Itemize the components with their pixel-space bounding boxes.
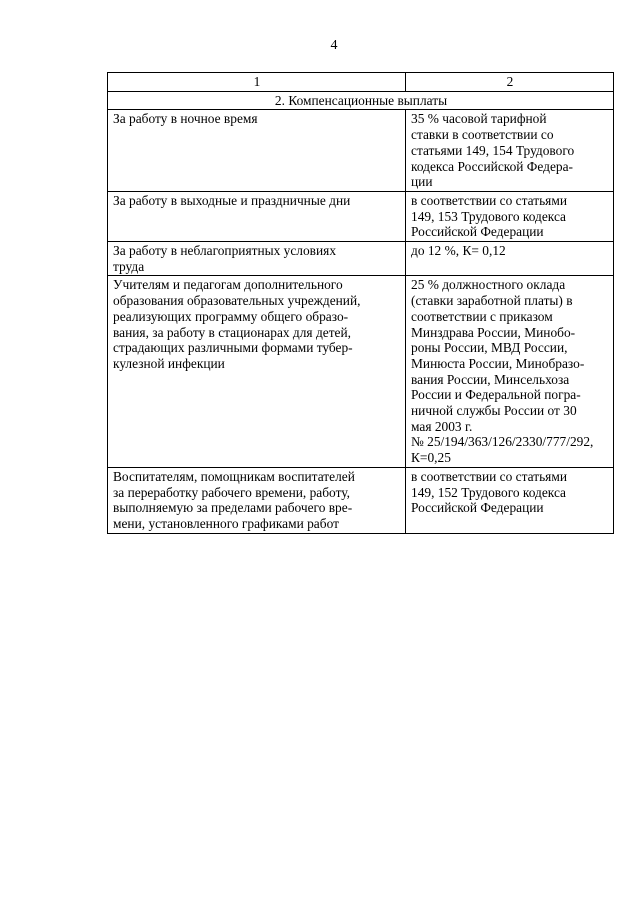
- column-header-2: 2: [406, 73, 614, 92]
- condition-cell: [108, 191, 406, 241]
- table-row: [108, 191, 614, 241]
- table-header-row: [108, 73, 614, 92]
- payment-text: 35 % часовой тарифной ставки в соответствии со статьями 149, 154 Трудового кодекса Российской Федера- ции: [411, 111, 575, 190]
- payment-text: в соответствии со статьями 149, 152 Трудового кодекса Российской Федерации: [411, 468, 567, 516]
- payment-cell: [406, 110, 614, 192]
- condition-cell: [108, 242, 406, 276]
- table-row: [108, 242, 614, 276]
- table-row: [108, 467, 614, 533]
- payment-text: в соответствии со статьями 149, 153 Трудового кодекса Российской Федерации: [411, 192, 567, 240]
- condition-text: За работу в ночное время: [113, 111, 258, 127]
- condition-text: Учителям и педагогам дополнительного образования образовательных учреждений, реализующих программу общего образо- вания, за работу в стационарах для детей, страдающих различными формами тубер- кулезной инфекции: [113, 277, 361, 371]
- payment-text: до 12 %, К= 0,12: [411, 243, 506, 259]
- condition-cell: [108, 276, 406, 467]
- column-header-1: 1: [108, 73, 406, 92]
- table-row: [108, 110, 614, 192]
- section-title: 2. Компенсационные выплаты: [108, 91, 614, 110]
- condition-cell: [108, 467, 406, 533]
- payment-cell: [406, 276, 614, 467]
- compensation-table: [107, 72, 614, 534]
- section-row: [108, 91, 614, 110]
- table-row: [108, 276, 614, 467]
- payment-cell: [406, 467, 614, 533]
- page-number: 4: [330, 38, 338, 53]
- payment-cell: [406, 191, 614, 241]
- payment-cell: [406, 242, 614, 276]
- payment-text: 25 % должностного оклада (ставки заработной платы) в соответствии с приказом Минздрава России, Минобо- роны России, МВД России, Минюста России, Минобразо- вания России, Минсельхоза России и Федеральной погра- ничной службы России от 30 мая 2003 г. № 25/194/363/126/2330/777/292, К=0,25: [411, 277, 594, 466]
- condition-text: Воспитателям, помощникам воспитателей за переработку рабочего времени, работу, выполняемую за пределами рабочего вре- мени, установленного графиками работ: [113, 468, 355, 531]
- condition-text: За работу в неблагоприятных условиях труда: [113, 243, 337, 274]
- condition-text: За работу в выходные и праздничные дни: [113, 192, 351, 208]
- condition-cell: [108, 110, 406, 192]
